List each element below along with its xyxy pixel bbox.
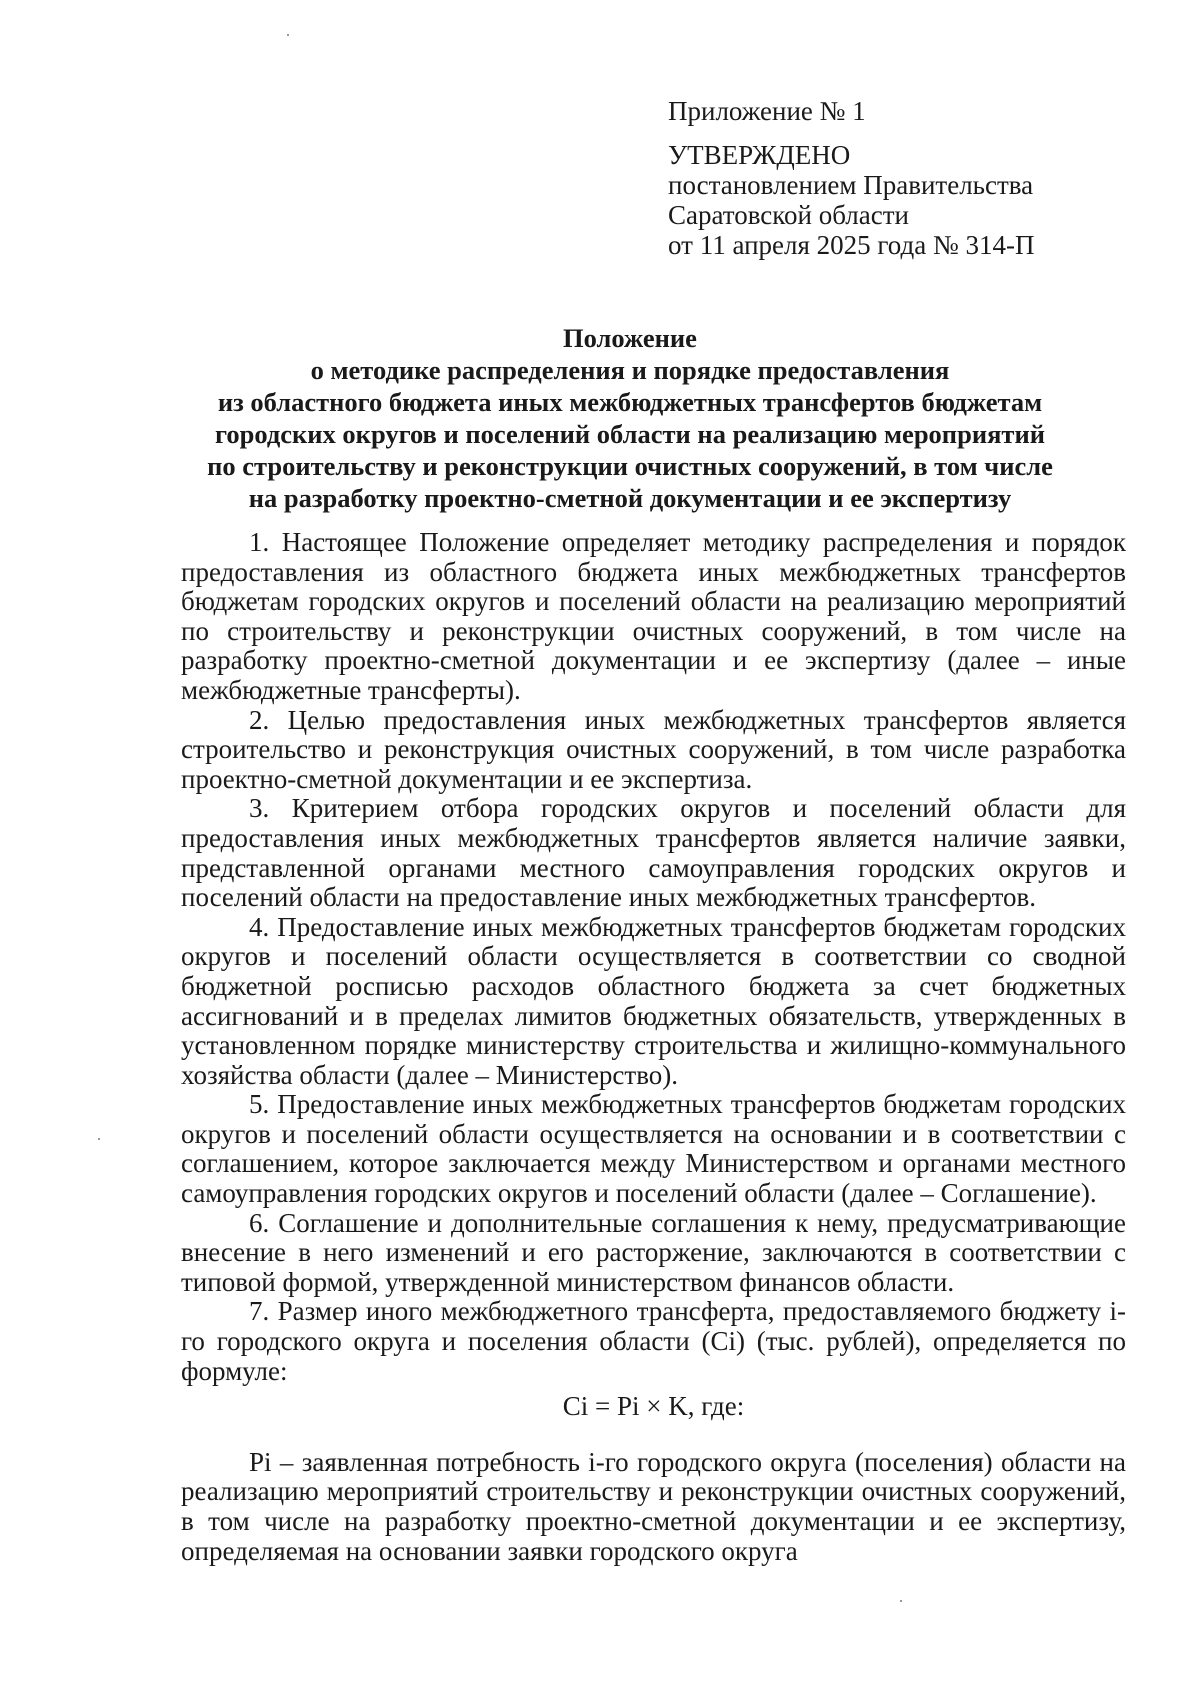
paragraph-3: 3. Критерием отбора городских округов и поселений области для предоставления иных межбюджетных трансфертов является наличие заявки, представленной органами местного самоуправления городских округов и поселений области на предоставление иных межбюджетных трансфертов.	[181, 793, 1126, 913]
approval-line-2: Саратовской области	[668, 200, 909, 230]
scan-speck	[98, 1138, 100, 1140]
scan-speck	[287, 34, 289, 36]
paragraph-4: 4. Предоставление иных межбюджетных трансфертов бюджетам городских округов и поселений области осуществляется в соответствии со сводной бюджетной росписью расходов областного бюджета за счет бюджетных ассигнований и в пределах лимитов бюджетных обязательств, утвержденных в установленном порядке министерству строительства и жилищно-коммунального хозяйства области (далее – Министерство).	[181, 911, 1126, 1090]
approval-block	[668, 96, 1138, 260]
definition-paragraph: Pi – заявленная потребность i-го городского округа (поселения) области на реализацию мероприятий строительству и реконструкции очистных сооружений, в том числе на разработку проектно-сметной документации и ее экспертизу, определяемая на основании заявки городского округа	[181, 1446, 1126, 1566]
title-line: из областного бюджета иных межбюджетных трансфертов бюджетам	[217, 387, 1043, 417]
approval-line-3: от 11 апреля 2025 года № 314-П	[668, 230, 1035, 260]
paragraph-6: 6. Соглашение и дополнительные соглашения к нему, предусматривающие внесение в него изменений и его расторжение, заключаются в соответствии с типовой формой, утвержденной министерством финансов области.	[181, 1207, 1126, 1297]
paragraph-7: 7. Размер иного межбюджетного трансферта, предоставляемого бюджету i-го городского округа и поселения области (Ci) (тыс. рублей), определяется по формуле:	[181, 1296, 1126, 1386]
document-body	[181, 528, 1126, 1566]
scan-speck	[900, 1600, 902, 1602]
paragraph-1: 1. Настоящее Положение определяет методику распределения и порядок предоставления из областного бюджета иных межбюджетных трансфертов бюджетам городских округов и поселений области на реализацию мероприятий по строительству и реконструкции очистных сооружений, в том числе на разработку проектно-сметной документации и ее экспертизу (далее – иные межбюджетные трансферты).	[181, 527, 1126, 705]
approved-label: УТВЕРЖДЕНО	[668, 140, 851, 170]
document-title	[130, 322, 1130, 514]
title-line: на разработку проектно-сметной документации и ее экспертизу	[248, 483, 1012, 513]
title-line: Положение	[563, 323, 697, 353]
title-line: городских округов и поселений области на реализацию мероприятий	[215, 419, 1045, 449]
title-line: по строительству и реконструкции очистных сооружений, в том числе	[207, 451, 1053, 481]
paragraph-5: 5. Предоставление иных межбюджетных трансфертов бюджетам городских округов и поселений области осуществляется на основании и в соответствии с соглашением, которое заключается между Министерством и органами местного самоуправления городских округов и поселений области (далее – Соглашение).	[181, 1089, 1126, 1209]
formula: Ci = Pi × K, где:	[562, 1391, 745, 1422]
approval-line-1: постановлением Правительства	[668, 170, 1034, 200]
annex-number: Приложение № 1	[668, 96, 866, 126]
paragraph-2: 2. Целью предоставления иных межбюджетных трансфертов является строительство и реконструкция очистных сооружений, в том числе разработка проектно-сметной документации и ее экспертиза.	[181, 704, 1126, 794]
title-line: о методике распределения и порядке предоставления	[310, 355, 950, 385]
